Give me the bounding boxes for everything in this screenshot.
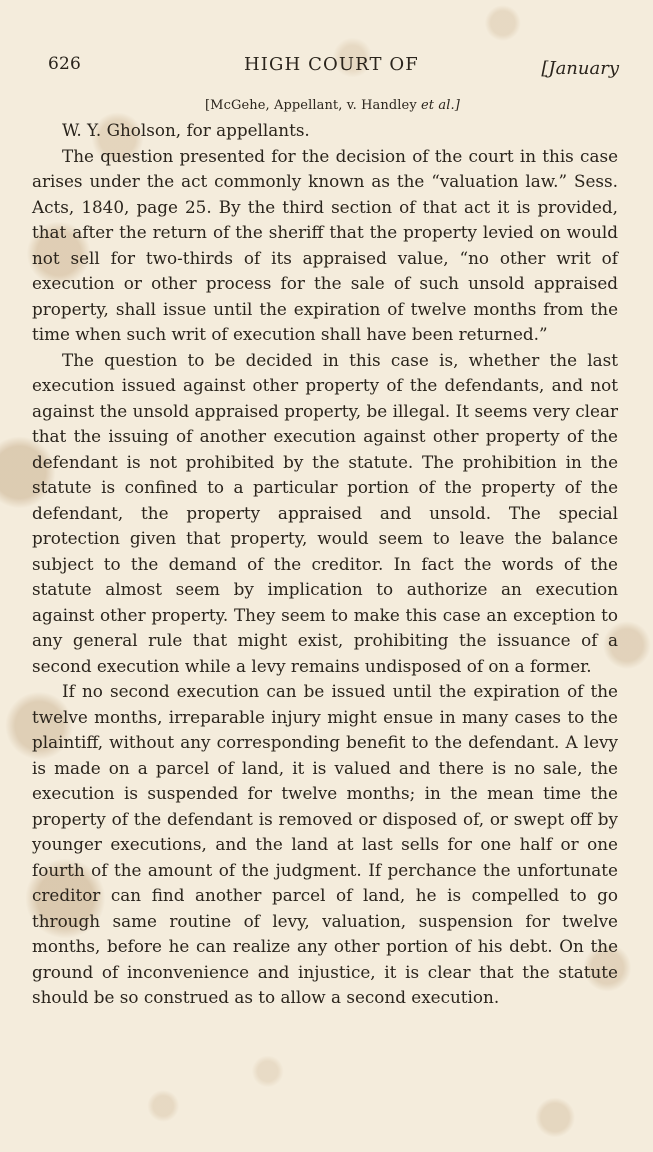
counsel-line: W. Y. Gholson, for appellants. [62, 120, 310, 140]
term-label: [January [541, 58, 619, 79]
paragraph-3: If no second execution can be issued until the expiration of the twelve months, irreparable injury might ensue in many cases to the plaintiff, without any corresponding benefit to the defendant. A levy is made on a parcel of land, it is valued and there is no sale, the execution is suspended for twelve months; in the mean time the property of the defendant is removed or disposed of, or swept off by younger executions, and the land at last sells for one half or one fourth of the amount of the judgment. If perchance the unfortunate creditor can find another parcel of land, he is compelled to go through same routine of levy, valuation, suspension for twelve months, before he can realize any other portion of his debt. On the ground of inconvenience and injustice, it is clear that the statute should be so construed as to allow a second execution. [32, 681, 618, 1007]
opinion-text [32, 118, 618, 1011]
paragraph-2: The question to be decided in this case is, whether the last execution issued against other property of the defendants, and not against the unsold appraised property, be illegal. It seems very clear that the issuing of another execution against other property of the defendant is not prohibited by the statute. The prohibition in the statute is confined to a particular portion of the property of the defendant, the property appraised and unsold. The special protection given that property, would seem to leave the balance subject to the demand of the creditor. In fact the words of the statute almost seem by implication to authorize an execution against other property. They seem to make this case an exception to any general rule that might exist, prohibiting the issuance of a second execution while a levy remains undisposed of on a former. [32, 349, 618, 676]
case-et-al: et al.] [421, 98, 460, 113]
case-parties: [McGehe, Appellant, v. Handley [205, 98, 417, 113]
case-caption [205, 98, 460, 113]
running-title: HIGH COURT OF [244, 54, 419, 75]
page-number: 626 [48, 54, 82, 74]
page-header [48, 54, 619, 88]
paragraph-1: The question presented for the decision of the court in this case arises under the act commonly known as the “valuation law.” Sess. Acts, 1840, page 25. By the third section of that act it is provided, that after the return of the sheriff that the property levied on would not sell for two-thirds of its appraised value, “no other writ of execution or other process for the sale of such unsold appraised property, shall issue until the expiration of twelve months from the time when such writ of execution shall have been returned.” [32, 145, 618, 344]
